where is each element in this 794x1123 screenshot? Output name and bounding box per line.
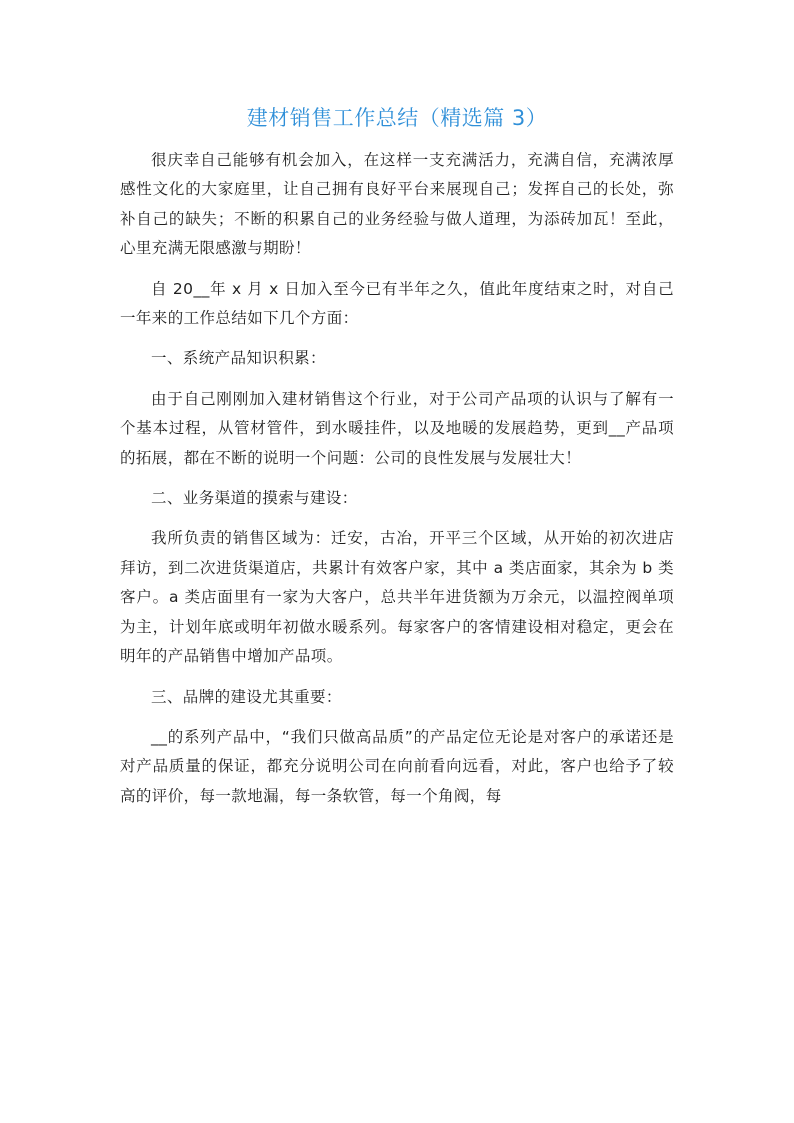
section-heading-3: 三、品牌的建设尤其重要： (151, 687, 342, 706)
section-heading-1: 一、系统产品知识积累： (151, 349, 326, 368)
paragraph-brand-building: __的系列产品中，“我们只做高品质”的产品定位无论是对客户的承诺还是对产品质量的保证，都充分说明公司在向前看向远看，对此，客户也给予了较高的评价，每一款地漏，每一条软管，每一个角阀，每 (120, 727, 674, 805)
paragraph-product-knowledge: 由于自己刚刚加入建材销售这个行业，对于公司产品项的认识与了解有一个基本过程，从管材管件，到水暖挂件，以及地暖的发展趋势，更到__产品项的拓展，都在不断的说明一个问题：公司的良性发展与发展壮大！ (120, 389, 674, 467)
paragraph-overview: 自 20__年 x 月 x 日加入至今已有半年之久，值此年度结束之时，对自己一年来的工作总结如下几个方面： (120, 279, 674, 328)
section-heading-2: 二、业务渠道的摸索与建设： (151, 489, 358, 508)
paragraph-intro: 很庆幸自己能够有机会加入，在这样一支充满活力，充满自信，充满浓厚感性文化的大家庭里，让自己拥有良好平台来展现自己；发挥自己的长处，弥补自己的缺失；不断的积累自己的业务经验与做人道理，为添砖加瓦！至此，心里充满无限感激与期盼！ (120, 151, 674, 258)
document-title: 建材销售工作总结（精选篇 3） (246, 106, 548, 130)
paragraph-sales-channels: 我所负责的销售区域为：迁安，古冶，开平三个区域，从开始的初次进店拜访，到二次进货渠道店，共累计有效客户家，其中 a 类店面家，其余为 b 类客户。a 类店面里有一家为大客户，总共半年进货额为万余元，以温控阀单项为主，计划年底或明年初做水暖系列。每家客户的客情建设相对稳定，更会在明年的产品销售中增加产品项。 (120, 529, 674, 666)
document-body (120, 146, 674, 822)
